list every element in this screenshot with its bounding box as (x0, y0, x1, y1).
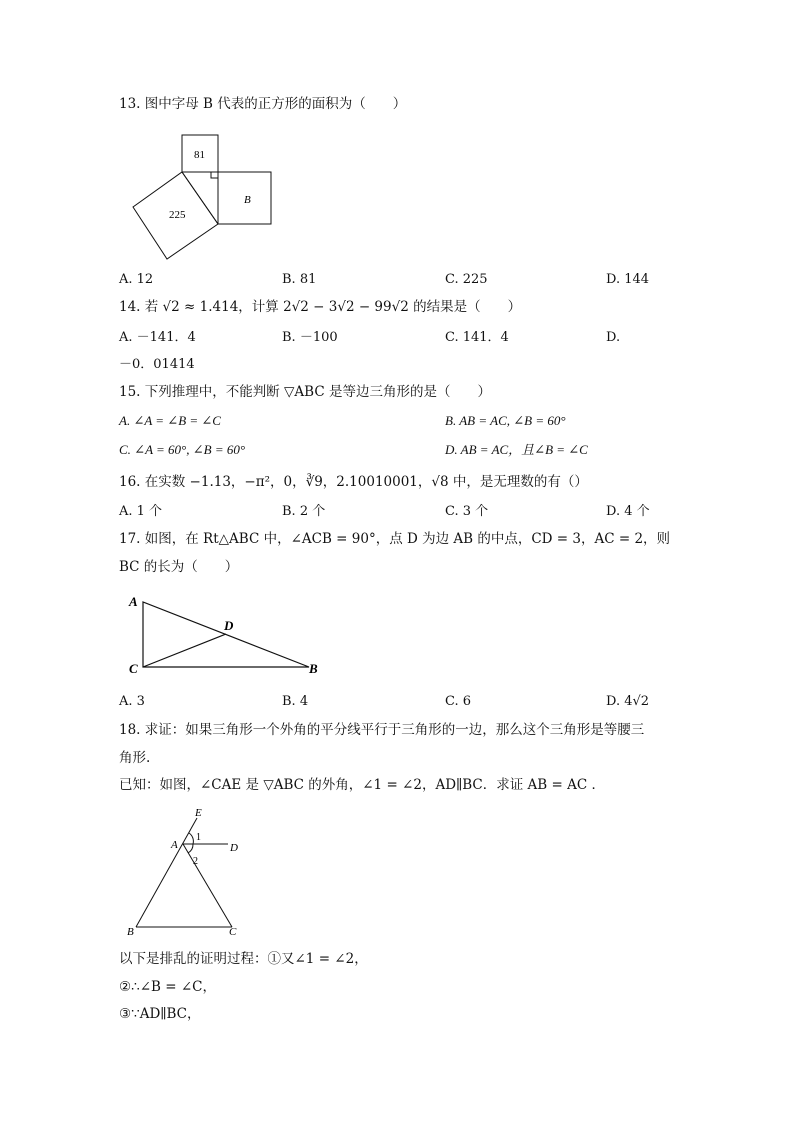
q18-proof-intro: 以下是排乱的证明过程：①又∠1 = ∠2， (119, 951, 368, 967)
label-d: D (224, 618, 234, 633)
q18-given: 已知：如图，∠CAE 是 ▽ABC 的外角，∠1 = ∠2，AD∥BC．求证 AB = AC ． (119, 777, 605, 793)
label-c: C (129, 661, 138, 676)
q14-option-c[interactable]: C. 141．4 (445, 330, 509, 345)
q18-proof-step3: ③∵AD∥BC， (119, 1006, 201, 1022)
q14-option-a[interactable]: A. －141．4 (119, 330, 196, 345)
q18-stem-line2: 角形. (119, 750, 151, 766)
q17-stem-line1: 17. 如图，在 Rt△ABC 中，∠ACB = 90°，点 D 为边 AB 的中点，CD = 3，AC = 2，则 (119, 531, 671, 547)
q15-option-c[interactable]: C. ∠A = 60°, ∠B = 60° (119, 442, 246, 457)
q17-option-d[interactable]: D. 4√2 (606, 694, 650, 709)
q18-stem-line1: 18. 求证：如果三角形一个外角的平分线平行于三角形的一边，那么这个三角形是等腰三 (119, 722, 645, 738)
segment-ac (183, 844, 232, 927)
q16-stem: 16. 在实数 −1.13，−π²，0，∛9，2.10010001，√8 中，是无理数的有（） (119, 474, 588, 490)
angle2-arc (188, 844, 193, 853)
q13-stem: 13. 图中字母 B 代表的正方形的面积为（ ） (119, 96, 407, 112)
line-eb (136, 818, 197, 927)
q17-option-b[interactable]: B. 4 (282, 694, 309, 709)
label-d: D (230, 842, 238, 854)
q13-option-c[interactable]: C. 225 (445, 272, 488, 287)
q17-option-c[interactable]: C. 6 (445, 694, 472, 709)
q16-option-b[interactable]: B. 2 个 (282, 504, 326, 519)
q15-option-d[interactable]: D. AB = AC，且∠B = ∠C (445, 442, 588, 457)
q15-stem: 15. 下列推理中，不能判断 ▽ABC 是等边三角形的是（ ） (119, 384, 491, 400)
q16-option-d[interactable]: D. 4 个 (606, 504, 650, 519)
label-angle2: 2 (193, 856, 198, 867)
q15-option-a[interactable]: A. ∠A = ∠B = ∠C (119, 413, 221, 428)
q14-option-d-value: －0．01414 (119, 357, 195, 372)
q16-option-c[interactable]: C. 3 个 (445, 504, 489, 519)
angle1-arc (189, 833, 193, 844)
label-225: 225 (169, 209, 186, 221)
q14-option-d[interactable]: D. (606, 330, 621, 345)
label-e: E (195, 807, 202, 819)
label-angle1: 1 (196, 832, 201, 843)
q15-option-b[interactable]: B. AB = AC, ∠B = 60° (445, 413, 566, 428)
q16-option-a[interactable]: A. 1 个 (119, 504, 163, 519)
q13-option-b[interactable]: B. 81 (282, 272, 317, 287)
label-b: B (244, 194, 251, 206)
label-b: B (309, 661, 318, 676)
q13-option-d[interactable]: D. 144 (606, 272, 650, 287)
label-a: A (171, 839, 178, 851)
q18-proof-step2: ②∴∠B = ∠C， (119, 979, 216, 995)
label-c: C (229, 926, 237, 938)
q17-option-a[interactable]: A. 3 (119, 694, 145, 709)
label-a: A (129, 594, 138, 609)
q14-option-b[interactable]: B. －100 (282, 330, 338, 345)
q14-stem: 14. 若 √2 ≈ 1.414，计算 2√2 − 3√2 − 99√2 的结果是（ ） (119, 299, 522, 315)
q13-option-a[interactable]: A. 12 (119, 272, 154, 287)
label-b: B (127, 926, 134, 938)
label-81: 81 (194, 149, 205, 161)
q17-stem-line2: BC 的长为（ ） (119, 559, 239, 575)
